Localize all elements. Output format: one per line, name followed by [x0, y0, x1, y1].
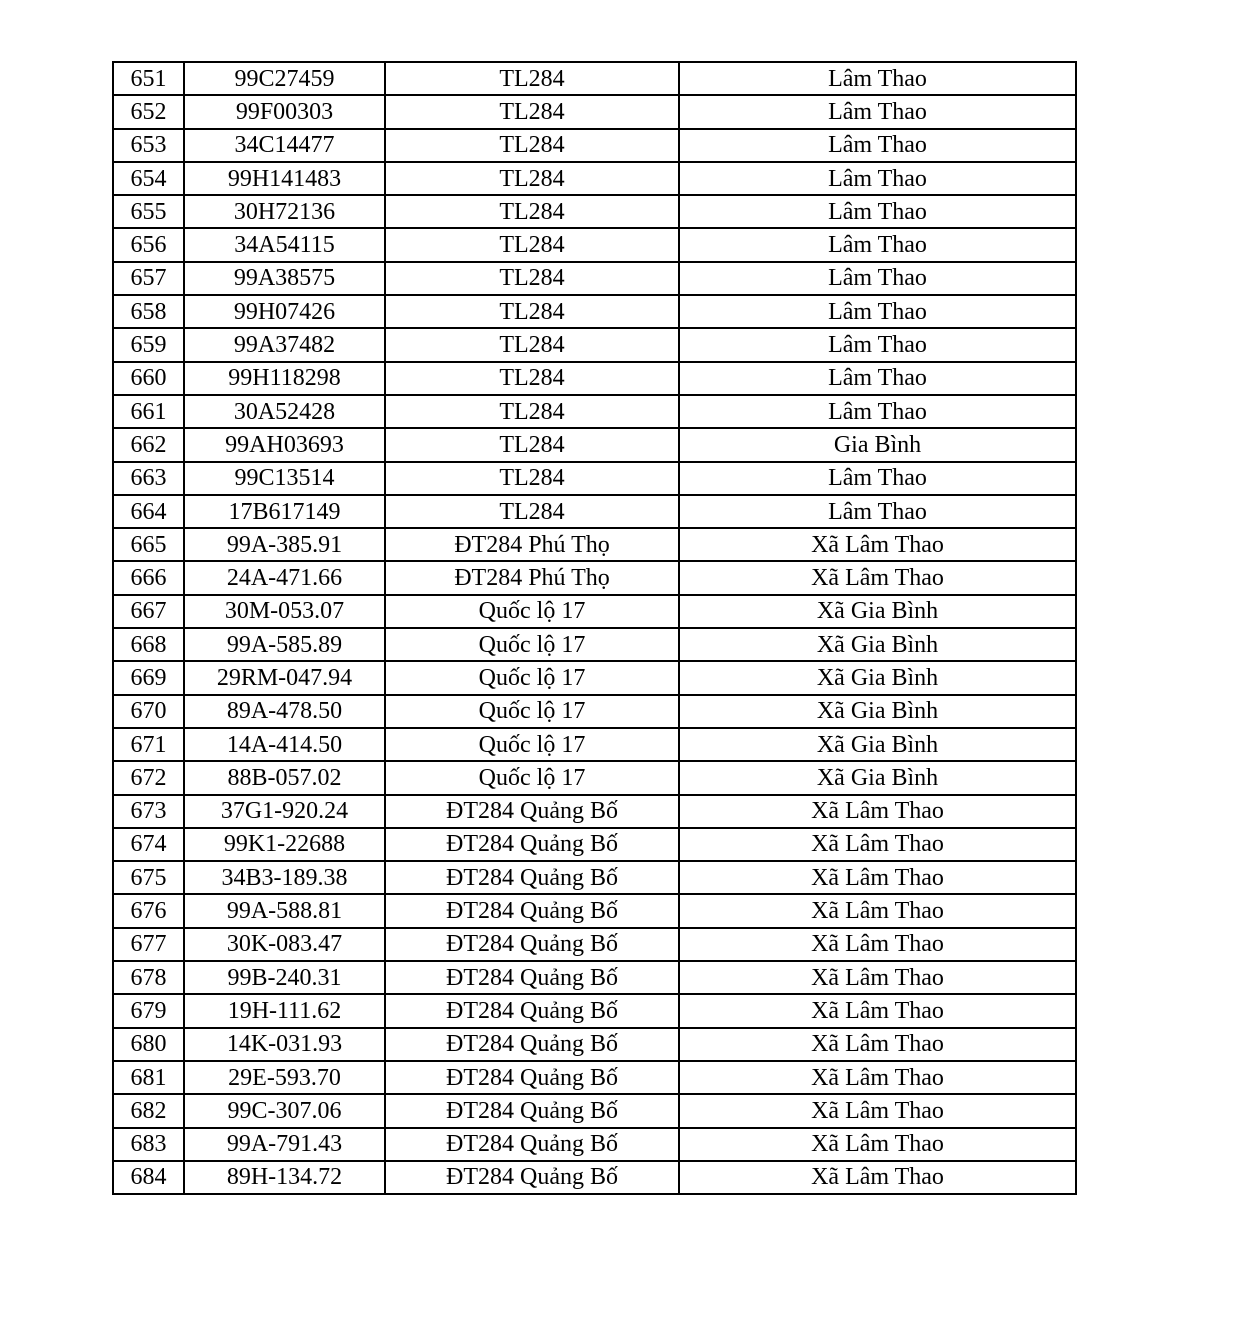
row-number-cell: 681 [113, 1061, 184, 1094]
road-cell: Quốc lộ 17 [385, 695, 679, 728]
row-number-cell: 657 [113, 262, 184, 295]
license-plate-cell: 30K-083.47 [184, 928, 385, 961]
license-plate-cell: 99A38575 [184, 262, 385, 295]
license-plate-cell: 30H72136 [184, 195, 385, 228]
road-cell: TL284 [385, 395, 679, 428]
row-number-cell: 661 [113, 395, 184, 428]
location-cell: Lâm Thao [679, 462, 1076, 495]
road-cell: TL284 [385, 162, 679, 195]
road-cell: Quốc lộ 17 [385, 661, 679, 694]
location-cell: Lâm Thao [679, 262, 1076, 295]
location-cell: Lâm Thao [679, 495, 1076, 528]
row-number-cell: 676 [113, 894, 184, 927]
license-plate-cell: 24A-471.66 [184, 561, 385, 594]
location-cell: Xã Gia Bình [679, 761, 1076, 794]
location-cell: Xã Lâm Thao [679, 828, 1076, 861]
table-row [113, 795, 1076, 828]
table-row [113, 928, 1076, 961]
table-row [113, 462, 1076, 495]
location-cell: Xã Lâm Thao [679, 1061, 1076, 1094]
location-cell: Lâm Thao [679, 62, 1076, 95]
table-row [113, 495, 1076, 528]
road-cell: ĐT284 Phú Thọ [385, 528, 679, 561]
table-row [113, 894, 1076, 927]
license-plate-cell: 29RM-047.94 [184, 661, 385, 694]
license-plate-cell: 99A-385.91 [184, 528, 385, 561]
table-row [113, 1061, 1076, 1094]
row-number-cell: 679 [113, 994, 184, 1027]
road-cell: ĐT284 Quảng Bố [385, 928, 679, 961]
location-cell: Gia Bình [679, 428, 1076, 461]
license-plate-cell: 17B617149 [184, 495, 385, 528]
row-number-cell: 669 [113, 661, 184, 694]
road-cell: TL284 [385, 262, 679, 295]
table-row [113, 528, 1076, 561]
location-cell: Lâm Thao [679, 295, 1076, 328]
license-plate-cell: 99H118298 [184, 362, 385, 395]
location-cell: Xã Gia Bình [679, 728, 1076, 761]
row-number-cell: 671 [113, 728, 184, 761]
row-number-cell: 655 [113, 195, 184, 228]
table-row [113, 561, 1076, 594]
row-number-cell: 682 [113, 1094, 184, 1127]
license-plate-cell: 29E-593.70 [184, 1061, 385, 1094]
row-number-cell: 683 [113, 1128, 184, 1161]
location-cell: Lâm Thao [679, 129, 1076, 162]
table-row [113, 695, 1076, 728]
location-cell: Xã Lâm Thao [679, 961, 1076, 994]
license-plate-cell: 99A-585.89 [184, 628, 385, 661]
table-row [113, 262, 1076, 295]
location-cell: Xã Lâm Thao [679, 795, 1076, 828]
table-row [113, 195, 1076, 228]
road-cell: Quốc lộ 17 [385, 595, 679, 628]
table-row [113, 162, 1076, 195]
table-row [113, 661, 1076, 694]
vehicle-violation-table [112, 61, 1077, 1195]
license-plate-cell: 19H-111.62 [184, 994, 385, 1027]
road-cell: ĐT284 Phú Thọ [385, 561, 679, 594]
table-row [113, 328, 1076, 361]
location-cell: Lâm Thao [679, 328, 1076, 361]
license-plate-cell: 99F00303 [184, 95, 385, 128]
location-cell: Xã Lâm Thao [679, 894, 1076, 927]
road-cell: TL284 [385, 362, 679, 395]
table-row [113, 62, 1076, 95]
license-plate-cell: 99H07426 [184, 295, 385, 328]
table-body [113, 62, 1076, 1194]
table-row [113, 761, 1076, 794]
road-cell: TL284 [385, 195, 679, 228]
row-number-cell: 654 [113, 162, 184, 195]
road-cell: ĐT284 Quảng Bố [385, 961, 679, 994]
license-plate-cell: 34B3-189.38 [184, 861, 385, 894]
row-number-cell: 667 [113, 595, 184, 628]
license-plate-cell: 99B-240.31 [184, 961, 385, 994]
road-cell: Quốc lộ 17 [385, 628, 679, 661]
road-cell: TL284 [385, 428, 679, 461]
row-number-cell: 665 [113, 528, 184, 561]
road-cell: ĐT284 Quảng Bố [385, 1094, 679, 1127]
road-cell: ĐT284 Quảng Bố [385, 1161, 679, 1194]
table-row [113, 129, 1076, 162]
table-row [113, 1028, 1076, 1061]
license-plate-cell: 89A-478.50 [184, 695, 385, 728]
location-cell: Xã Lâm Thao [679, 994, 1076, 1027]
road-cell: Quốc lộ 17 [385, 761, 679, 794]
location-cell: Xã Gia Bình [679, 695, 1076, 728]
row-number-cell: 664 [113, 495, 184, 528]
location-cell: Xã Lâm Thao [679, 1128, 1076, 1161]
location-cell: Lâm Thao [679, 228, 1076, 261]
license-plate-cell: 99C27459 [184, 62, 385, 95]
table-row [113, 295, 1076, 328]
table-row [113, 228, 1076, 261]
table-row [113, 595, 1076, 628]
license-plate-cell: 99AH03693 [184, 428, 385, 461]
table-row [113, 95, 1076, 128]
road-cell: TL284 [385, 129, 679, 162]
road-cell: ĐT284 Quảng Bố [385, 795, 679, 828]
location-cell: Xã Lâm Thao [679, 1028, 1076, 1061]
row-number-cell: 651 [113, 62, 184, 95]
road-cell: TL284 [385, 462, 679, 495]
row-number-cell: 652 [113, 95, 184, 128]
road-cell: TL284 [385, 228, 679, 261]
location-cell: Xã Lâm Thao [679, 528, 1076, 561]
row-number-cell: 658 [113, 295, 184, 328]
license-plate-cell: 99A37482 [184, 328, 385, 361]
license-plate-cell: 99K1-22688 [184, 828, 385, 861]
row-number-cell: 670 [113, 695, 184, 728]
road-cell: ĐT284 Quảng Bố [385, 1128, 679, 1161]
row-number-cell: 659 [113, 328, 184, 361]
location-cell: Xã Lâm Thao [679, 928, 1076, 961]
license-plate-cell: 99C13514 [184, 462, 385, 495]
row-number-cell: 673 [113, 795, 184, 828]
table-row [113, 961, 1076, 994]
location-cell: Lâm Thao [679, 95, 1076, 128]
table-row [113, 861, 1076, 894]
row-number-cell: 672 [113, 761, 184, 794]
license-plate-cell: 89H-134.72 [184, 1161, 385, 1194]
road-cell: TL284 [385, 295, 679, 328]
location-cell: Lâm Thao [679, 395, 1076, 428]
row-number-cell: 663 [113, 462, 184, 495]
table-row [113, 628, 1076, 661]
location-cell: Xã Gia Bình [679, 628, 1076, 661]
row-number-cell: 653 [113, 129, 184, 162]
row-number-cell: 678 [113, 961, 184, 994]
location-cell: Xã Lâm Thao [679, 861, 1076, 894]
location-cell: Lâm Thao [679, 195, 1076, 228]
license-plate-cell: 99A-588.81 [184, 894, 385, 927]
road-cell: Quốc lộ 17 [385, 728, 679, 761]
road-cell: ĐT284 Quảng Bố [385, 861, 679, 894]
row-number-cell: 666 [113, 561, 184, 594]
license-plate-cell: 34C14477 [184, 129, 385, 162]
license-plate-cell: 37G1-920.24 [184, 795, 385, 828]
row-number-cell: 675 [113, 861, 184, 894]
road-cell: TL284 [385, 62, 679, 95]
license-plate-cell: 30M-053.07 [184, 595, 385, 628]
road-cell: ĐT284 Quảng Bố [385, 828, 679, 861]
table-row [113, 428, 1076, 461]
location-cell: Xã Lâm Thao [679, 561, 1076, 594]
table-row [113, 362, 1076, 395]
location-cell: Xã Gia Bình [679, 595, 1076, 628]
road-cell: ĐT284 Quảng Bố [385, 894, 679, 927]
location-cell: Xã Lâm Thao [679, 1094, 1076, 1127]
license-plate-cell: 14A-414.50 [184, 728, 385, 761]
license-plate-cell: 99H141483 [184, 162, 385, 195]
road-cell: ĐT284 Quảng Bố [385, 1061, 679, 1094]
table-row [113, 395, 1076, 428]
road-cell: TL284 [385, 95, 679, 128]
location-cell: Lâm Thao [679, 362, 1076, 395]
license-plate-cell: 30A52428 [184, 395, 385, 428]
location-cell: Xã Lâm Thao [679, 1161, 1076, 1194]
road-cell: TL284 [385, 495, 679, 528]
road-cell: ĐT284 Quảng Bố [385, 1028, 679, 1061]
row-number-cell: 660 [113, 362, 184, 395]
license-plate-cell: 99A-791.43 [184, 1128, 385, 1161]
license-plate-cell: 14K-031.93 [184, 1028, 385, 1061]
road-cell: ĐT284 Quảng Bố [385, 994, 679, 1027]
table-row [113, 728, 1076, 761]
row-number-cell: 677 [113, 928, 184, 961]
table-row [113, 1128, 1076, 1161]
license-plate-cell: 99C-307.06 [184, 1094, 385, 1127]
table-row [113, 994, 1076, 1027]
table-row [113, 1161, 1076, 1194]
location-cell: Xã Gia Bình [679, 661, 1076, 694]
row-number-cell: 674 [113, 828, 184, 861]
table-row [113, 1094, 1076, 1127]
road-cell: TL284 [385, 328, 679, 361]
row-number-cell: 662 [113, 428, 184, 461]
row-number-cell: 680 [113, 1028, 184, 1061]
row-number-cell: 684 [113, 1161, 184, 1194]
location-cell: Lâm Thao [679, 162, 1076, 195]
row-number-cell: 668 [113, 628, 184, 661]
license-plate-cell: 34A54115 [184, 228, 385, 261]
row-number-cell: 656 [113, 228, 184, 261]
table-row [113, 828, 1076, 861]
license-plate-cell: 88B-057.02 [184, 761, 385, 794]
